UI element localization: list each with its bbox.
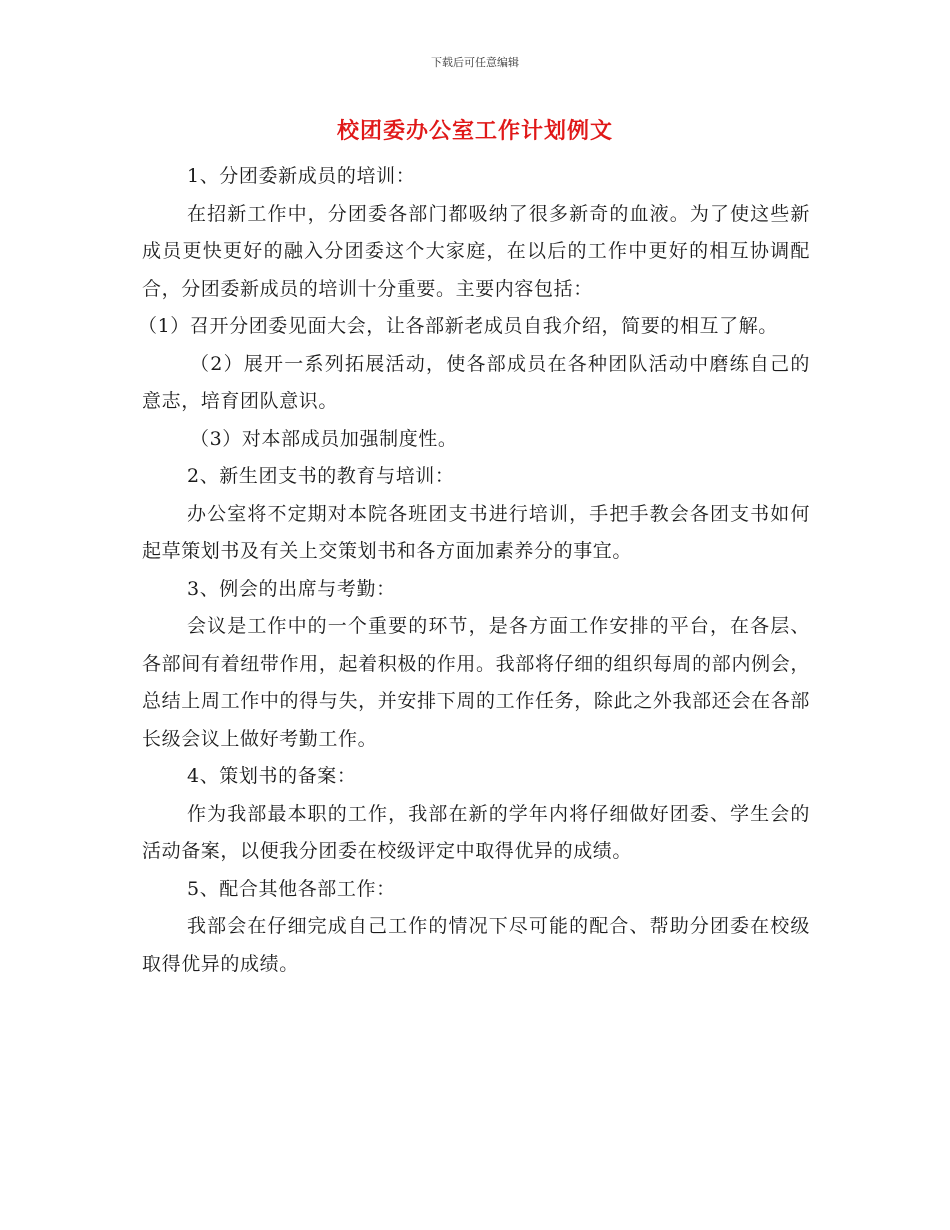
document-title: 校团委办公室工作计划例文 [336, 119, 613, 144]
list-item: （3）对本部成员加强制度性。 [190, 427, 458, 450]
header-note: 下载后可任意编辑 [431, 56, 519, 69]
section-heading-1: 1、分团委新成员的培训： [187, 165, 416, 187]
document-body [138, 158, 810, 983]
body-paragraph: 办公室将不定期对本院各班团支书进行培训，手把手教会各团支书如何起草策划书及有关上交策划书和各方面加素养分的事宜。 [142, 502, 810, 562]
body-paragraph: 我部会在仔细完成自己工作的情况下尽可能的配合、帮助分团委在校级取得优异的成绩。 [142, 915, 810, 975]
body-paragraph: 在招新工作中，分团委各部门都吸纳了很多新奇的血液。为了使这些新成员更快更好的融入分团委这个大家庭，在以后的工作中更好的相互协调配合，分团委新成员的培训十分重要。主要内容包括： [142, 202, 810, 300]
section-heading-3: 3、例会的出席与考勤： [187, 577, 396, 600]
section-heading-5: 5、配合其他各部工作： [187, 877, 396, 900]
body-paragraph: 作为我部最本职的工作，我部在新的学年内将仔细做好团委、学生会的活动备案，以便我分团委在校级评定中取得优异的成绩。 [142, 802, 810, 862]
section-heading-4: 4、策划书的备案： [187, 765, 357, 787]
list-item: （1）召开分团委见面大会，让各部新老成员自我介绍，简要的相互了解。 [138, 315, 778, 337]
section-heading-2: 2、新生团支书的教育与培训： [187, 465, 455, 487]
list-item: （2）展开一系列拓展活动，使各部成员在各种团队活动中磨练自己的意志，培育团队意识。 [142, 352, 810, 412]
body-paragraph: 会议是工作中的一个重要的环节，是各方面工作安排的平台，在各层、各部间有着纽带作用，起着积极的作用。我部将仔细的组织每周的部内例会，总结上周工作中的得与失，并安排下周的工作任务，除此之外我部还会在各部长级会议上做好考勤工作。 [142, 615, 810, 750]
